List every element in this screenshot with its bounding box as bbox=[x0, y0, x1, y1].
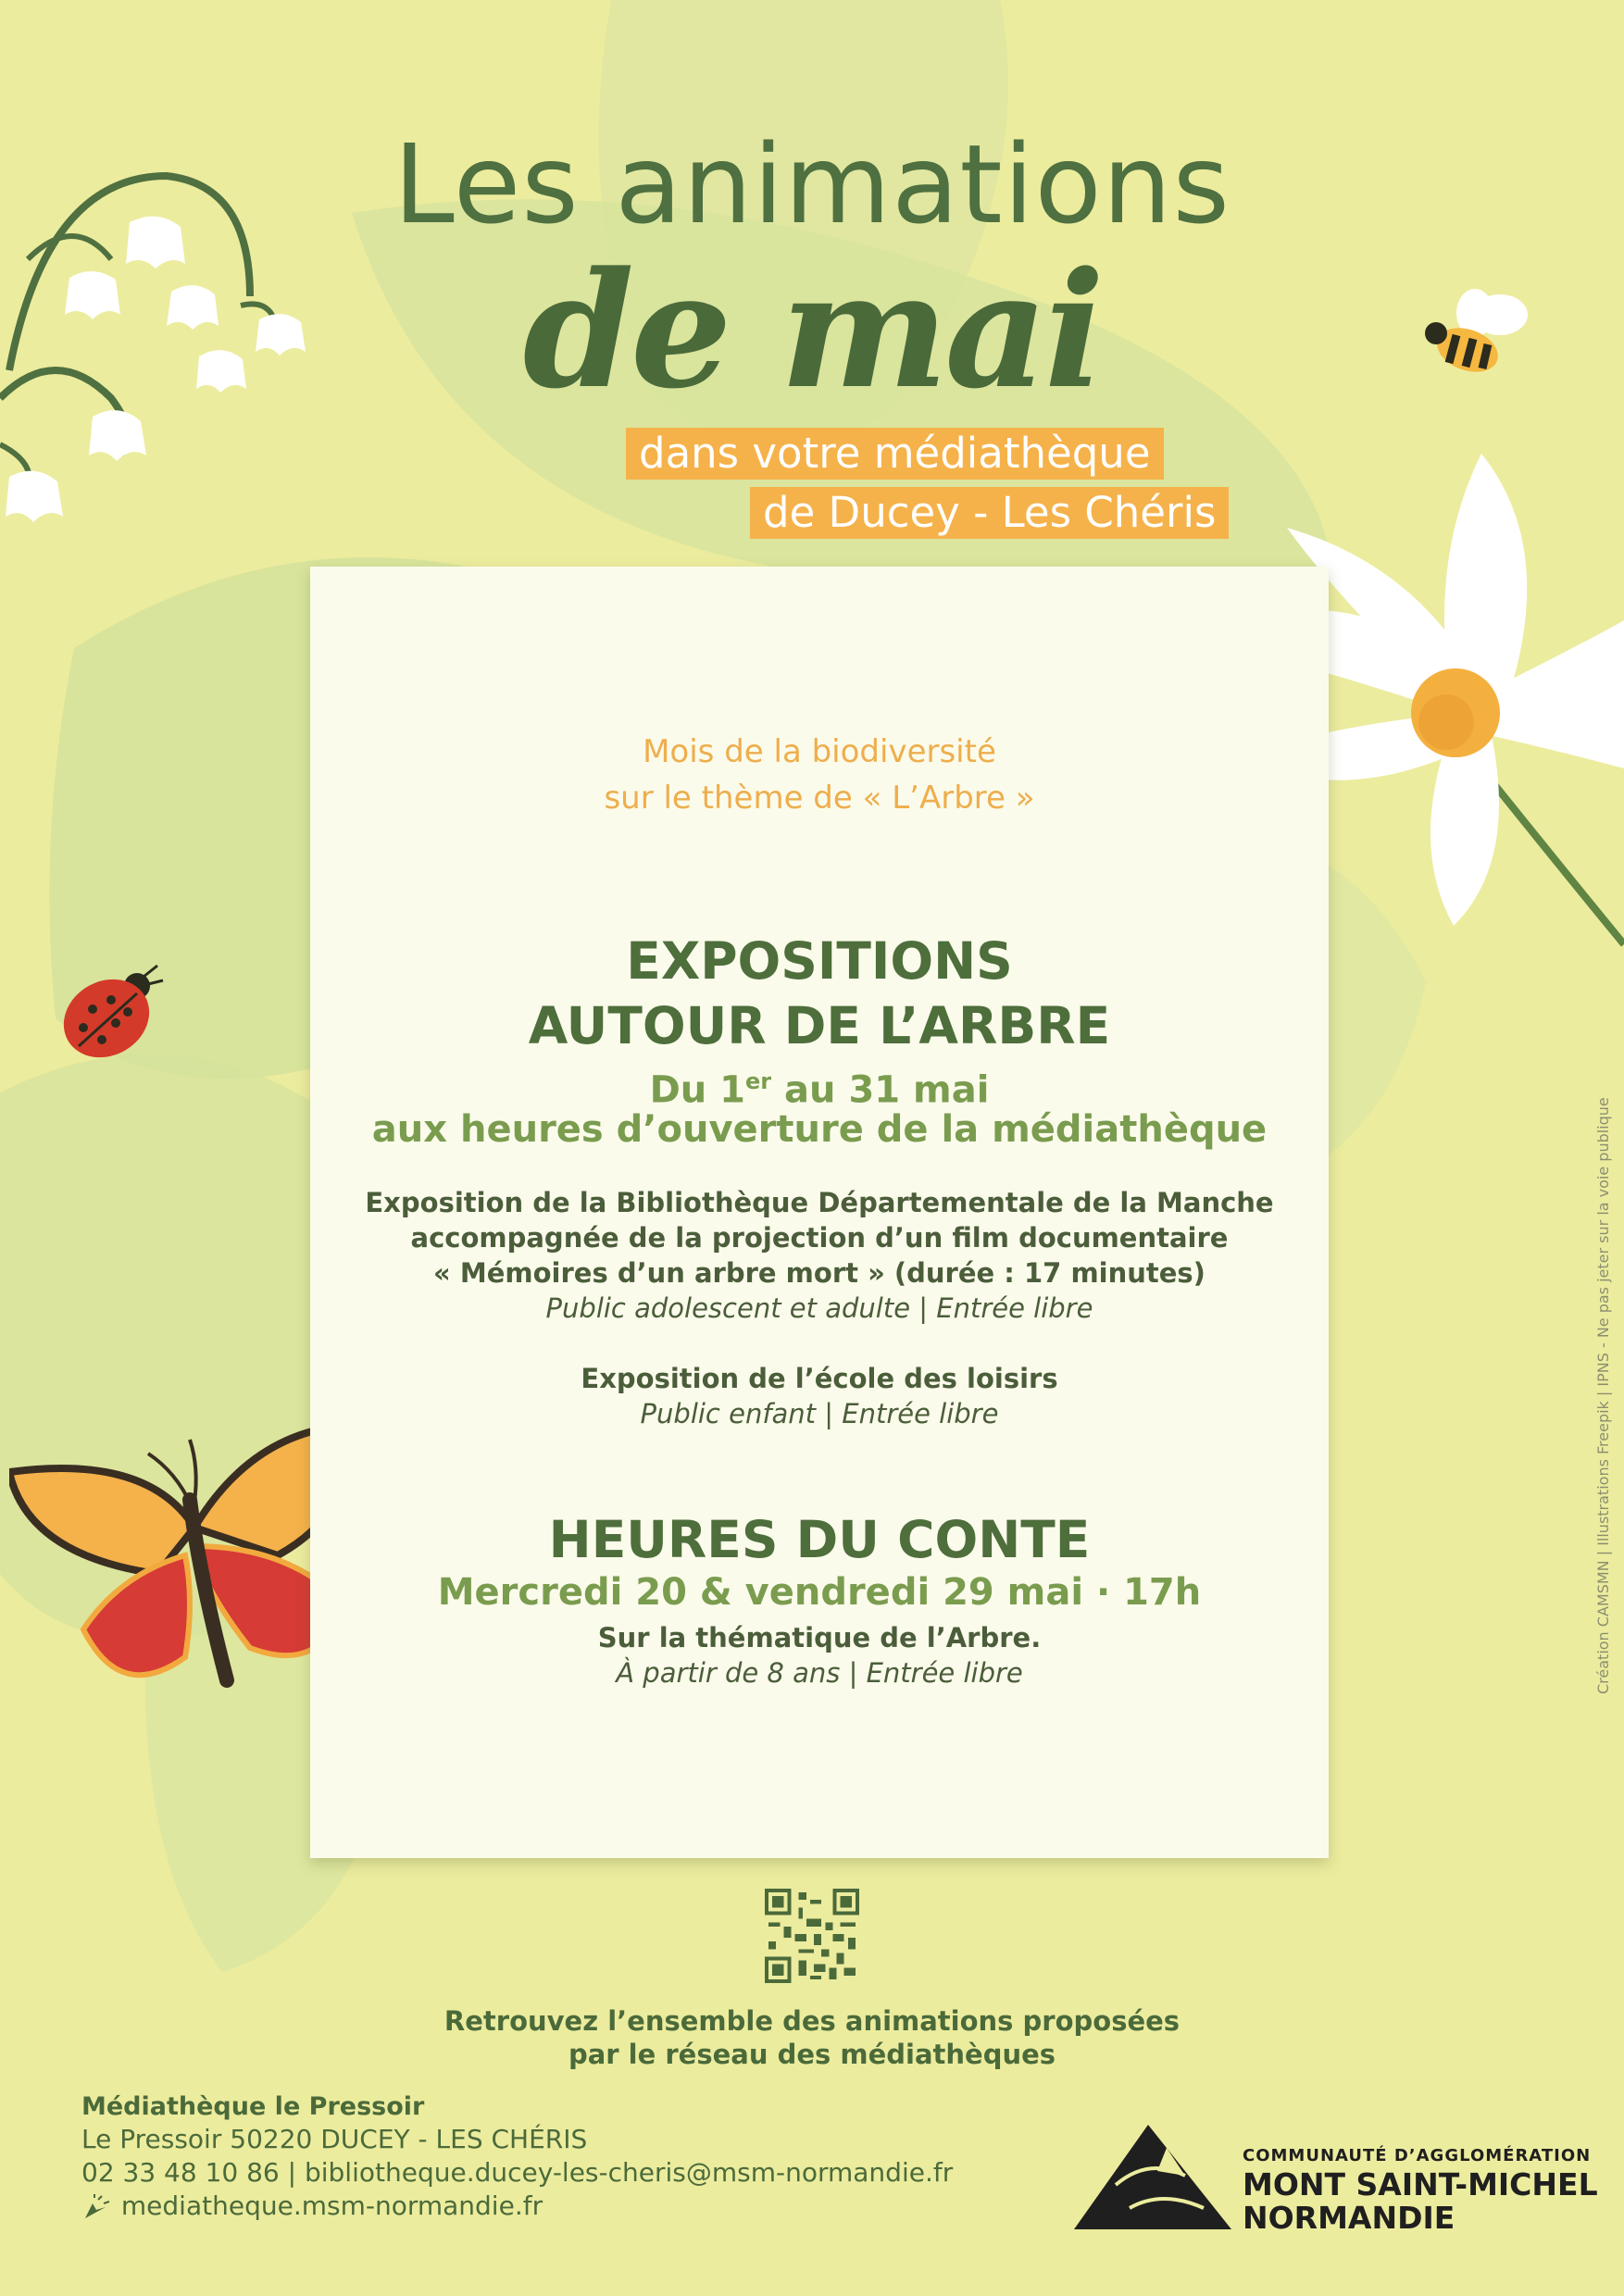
expo1-line-1: Exposition de la Bibliothèque Départementale de la Manche bbox=[365, 1187, 1274, 1218]
date-suffix: au 31 mai bbox=[771, 1068, 990, 1112]
logo-line-3: NORMANDIE bbox=[1243, 2200, 1455, 2236]
ladybug-icon bbox=[56, 958, 167, 1069]
theme-line-2: sur le thème de « L’Arbre » bbox=[604, 780, 1035, 817]
network-line-1: Retrouvez l’ensemble des animations proposées bbox=[443, 2005, 1181, 2037]
cursor-click-icon bbox=[81, 2194, 113, 2220]
subtitle-highlight-2: de Ducey - Les Chéris bbox=[750, 487, 1229, 539]
expo2-line-1: Exposition de l’école des loisirs bbox=[581, 1363, 1058, 1394]
subtitle-line-1 bbox=[626, 428, 1164, 480]
title-line-1: Les animations bbox=[394, 120, 1230, 248]
footer-address: Le Pressoir 50220 DUCEY - LES CHÉRIS bbox=[81, 2124, 588, 2154]
conte-audience: À partir de 8 ans | Entrée libre bbox=[616, 1657, 1023, 1689]
footer-website-row[interactable] bbox=[81, 2190, 543, 2221]
footer-website[interactable]: mediatheque.msm-normandie.fr bbox=[120, 2190, 543, 2221]
expositions-title-2: AUTOUR DE L’ARBRE bbox=[528, 996, 1111, 1055]
expo1-audience: Public adolescent et adulte | Entrée libre bbox=[545, 1292, 1093, 1324]
footer-contact[interactable]: 02 33 48 10 86 | bibliotheque.ducey-les-cheris@msm-normandie.fr bbox=[81, 2157, 954, 2188]
title-line-2: de mai bbox=[522, 236, 1102, 424]
butterfly-icon bbox=[9, 1416, 352, 1722]
qr-code-icon[interactable] bbox=[765, 1889, 859, 1983]
logo-line-1: COMMUNAUTÉ D’AGGLOMÉRATION bbox=[1243, 2146, 1592, 2165]
expositions-hours: aux heures d’ouverture de la médiathèque bbox=[371, 1108, 1268, 1151]
expo1-line-3: « Mémoires d’un arbre mort » (durée : 17 minutes) bbox=[433, 1257, 1206, 1289]
expo1-line-2: accompagnée de la projection d’un film documentaire bbox=[410, 1222, 1229, 1254]
subtitle-line-2 bbox=[750, 487, 1229, 539]
conte-title: HEURES DU CONTE bbox=[548, 1510, 1091, 1569]
logo-line-2: MONT SAINT-MICHEL bbox=[1243, 2166, 1598, 2202]
credits-text: Création CAMSMN | Illustrations Freepik | IPNS - Ne pas jeter sur la voie publique bbox=[1594, 1097, 1612, 1694]
content-sheet bbox=[310, 567, 1329, 1858]
date-prefix: Du 1 bbox=[649, 1068, 745, 1112]
date-sup: er bbox=[745, 1068, 772, 1094]
expositions-title-1: EXPOSITIONS bbox=[626, 931, 1013, 991]
theme-line-1: Mois de la biodiversité bbox=[643, 733, 996, 770]
conte-date: Mercredi 20 & vendredi 29 mai · 17h bbox=[437, 1571, 1202, 1614]
mont-saint-michel-logo-icon bbox=[1074, 2120, 1231, 2231]
footer-name: Médiathèque le Pressoir bbox=[81, 2092, 425, 2121]
subtitle-highlight-1: dans votre médiathèque bbox=[626, 428, 1164, 480]
conte-topic: Sur la thématique de l’Arbre. bbox=[597, 1622, 1042, 1653]
network-line-2: par le réseau des médiathèques bbox=[568, 2039, 1056, 2070]
expo2-audience: Public enfant | Entrée libre bbox=[640, 1398, 999, 1429]
